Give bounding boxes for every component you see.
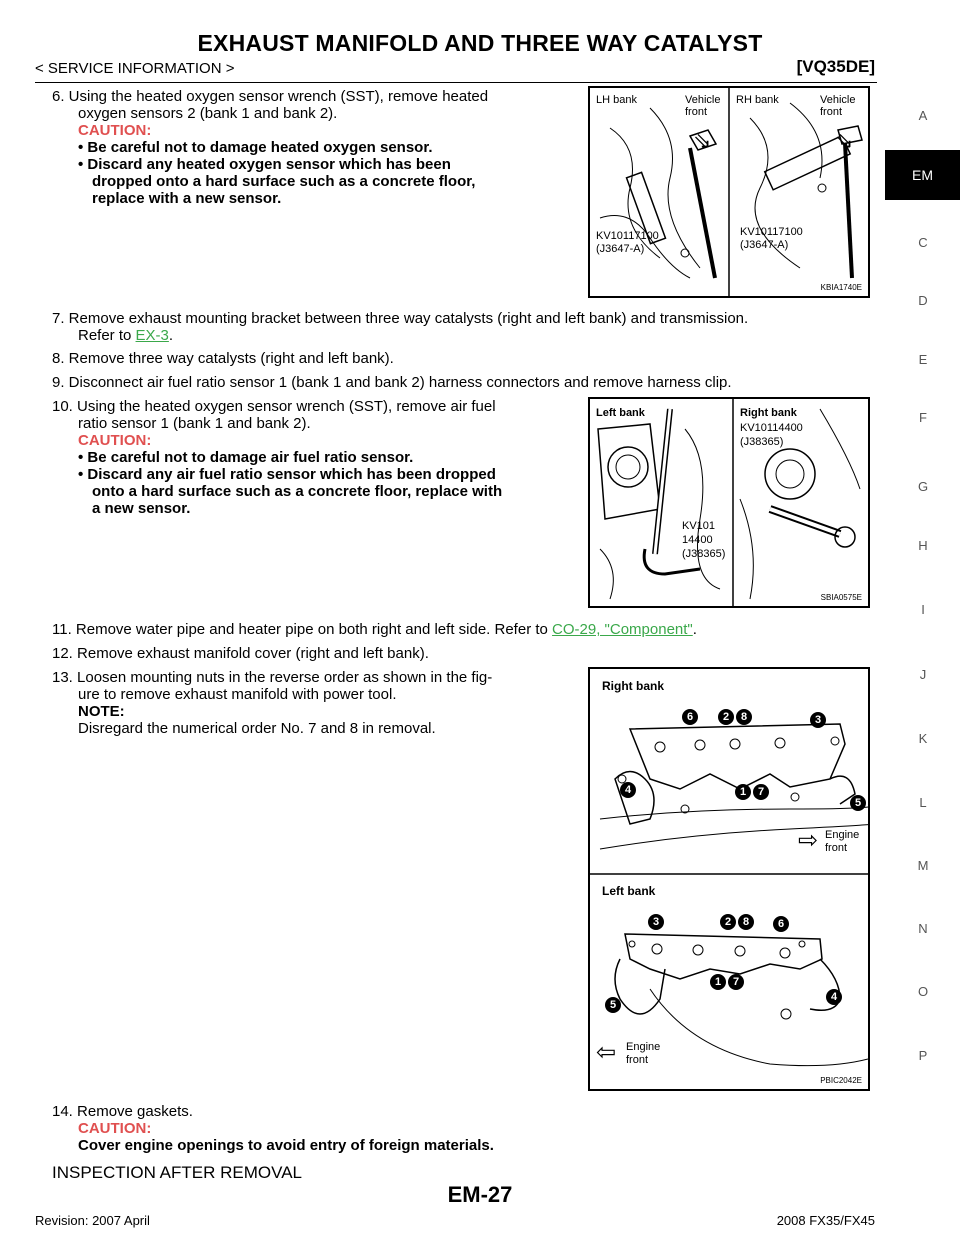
step-6-bullet-2a: • Discard any heated oxygen sensor which has been xyxy=(78,156,451,173)
fig1-tool-left-2: (J3647-A) xyxy=(596,243,645,255)
step-11-text: 11. Remove water pipe and heater pipe on both right and left side. Refer to xyxy=(52,621,553,638)
fig3-right-bank: Right bank xyxy=(602,679,664,693)
link-ex-3[interactable]: EX-3 xyxy=(135,327,169,344)
fig3-lb-nut-2: 2 xyxy=(720,914,736,930)
tab-em[interactable]: EM xyxy=(885,150,960,200)
fig1-tool-left-1: KV10117100 xyxy=(596,230,659,242)
step-11-period: . xyxy=(692,621,697,638)
section-tabs xyxy=(885,95,960,1095)
step-10-bullet-1: • Be careful not to damage air fuel ratio sensor. xyxy=(78,449,414,466)
figure-2-drawing xyxy=(590,399,868,606)
fig2-left-bank: Left bank xyxy=(596,407,645,419)
fig3-lb-nut-7: 7 xyxy=(728,974,744,990)
fig1-tool-right-1: KV10117100 xyxy=(740,226,803,238)
link-co-29-component[interactable]: CO-29, "Component" xyxy=(552,621,693,638)
fig1-rh-bank: RH bank xyxy=(736,94,779,106)
step-6-line1: 6. Using the heated oxygen sensor wrench (SST), remove heated xyxy=(52,88,489,105)
step-10-line2: ratio sensor 1 (bank 1 and bank 2). xyxy=(78,415,311,432)
step-6 xyxy=(52,88,582,207)
fig3-engine-right-l1: Engine xyxy=(825,829,860,841)
step-11 xyxy=(52,621,882,638)
engine-code: [VQ35DE] xyxy=(796,57,875,76)
step-10-caution: CAUTION: xyxy=(78,432,152,449)
tab-g[interactable]: G xyxy=(917,479,929,494)
step-14-line1: 14. Remove gaskets. xyxy=(52,1103,193,1120)
tab-d[interactable]: D xyxy=(918,293,928,308)
page-number: EM-27 xyxy=(447,1182,513,1207)
step-6-caution: CAUTION: xyxy=(78,122,152,139)
tab-i[interactable]: I xyxy=(921,602,925,617)
tab-j[interactable]: J xyxy=(919,667,927,682)
fig3-rb-nut-3: 3 xyxy=(810,712,826,728)
step-9: 9. Disconnect air fuel ratio sensor 1 (bank 1 and bank 2) harness connectors and remove harness clip. xyxy=(52,374,732,391)
step-12: 12. Remove exhaust manifold cover (right and left bank). xyxy=(52,645,429,662)
step-10 xyxy=(52,398,582,517)
tab-m[interactable]: M xyxy=(917,858,929,873)
fig3-engine-right-l2: front xyxy=(825,842,848,854)
fig2-code: SBIA0575E xyxy=(820,593,862,602)
fig1-arrow-right-icon: ⇘ xyxy=(835,128,854,153)
fig1-vehicle-left-l1: Vehicle xyxy=(685,94,721,106)
step-14-caution: CAUTION: xyxy=(78,1120,152,1137)
tab-n[interactable]: N xyxy=(918,921,928,936)
fig3-rb-nut-2: 2 xyxy=(718,709,734,725)
tab-h[interactable]: H xyxy=(918,538,928,553)
figure-sensor-wrench-bank xyxy=(588,86,870,298)
fig3-engine-front-arrow-left-icon: ⇦ xyxy=(596,1039,617,1066)
fig2-tool-left xyxy=(682,519,725,561)
section-inspection-after-removal: INSPECTION AFTER REMOVAL xyxy=(52,1163,303,1182)
tab-a[interactable]: A xyxy=(918,108,928,123)
fig2-tool-right xyxy=(740,421,803,449)
step-6-bullet-2c: replace with a new sensor. xyxy=(92,190,282,207)
fig3-engine-left-l1: Engine xyxy=(626,1041,661,1053)
tab-l[interactable]: L xyxy=(919,795,927,810)
fig1-tool-left xyxy=(596,230,659,256)
footer-model: 2008 FX35/FX45 xyxy=(776,1213,875,1228)
fig3-engine-front-left xyxy=(626,1041,660,1067)
fig3-rb-nut-1: 1 xyxy=(735,784,751,800)
tab-e[interactable]: E xyxy=(918,352,928,367)
step-7 xyxy=(52,310,882,344)
fig1-vehicle-right-l2: front xyxy=(820,106,843,118)
step-14 xyxy=(52,1103,652,1154)
fig3-left-bank: Left bank xyxy=(602,884,656,898)
fig3-lb-nut-1: 1 xyxy=(710,974,726,990)
footer-revision: Revision: 2007 April xyxy=(35,1213,150,1228)
tab-c[interactable]: C xyxy=(918,235,928,250)
fig1-tool-right xyxy=(740,226,803,252)
fig3-rb-nut-4: 4 xyxy=(620,782,636,798)
tab-o[interactable]: O xyxy=(917,984,929,999)
fig3-lb-nut-3: 3 xyxy=(648,914,664,930)
step-6-bullet-1: • Be careful not to damage heated oxygen sensor. xyxy=(78,139,433,156)
fig3-rb-nut-8: 8 xyxy=(736,709,752,725)
step-7-line1: 7. Remove exhaust mounting bracket between three way catalysts (right and left bank) and transmission. xyxy=(52,310,749,327)
step-6-bullet-2b: dropped onto a hard surface such as a concrete floor, xyxy=(92,173,476,190)
step-13-line2: ure to remove exhaust manifold with power tool. xyxy=(78,686,397,703)
fig3-lb-nut-6: 6 xyxy=(773,916,789,932)
fig3-engine-front-arrow-right-icon: ⇨ xyxy=(798,827,819,854)
step-6-line2: oxygen sensors 2 (bank 1 and bank 2). xyxy=(78,105,338,122)
fig3-rb-nut-7: 7 xyxy=(753,784,769,800)
fig3-rb-nut-5: 5 xyxy=(850,795,866,811)
fig3-lb-nut-8: 8 xyxy=(738,914,754,930)
fig2-tool-left-1: KV101 xyxy=(682,520,716,532)
step-14-text: Cover engine openings to avoid entry of foreign materials. xyxy=(78,1137,494,1154)
fig2-right-bank: Right bank xyxy=(740,407,797,419)
step-10-bullet-2b: onto a hard surface such as a concrete floor, replace with xyxy=(92,483,503,500)
fig1-tool-right-2: (J3647-A) xyxy=(740,239,789,251)
tab-p[interactable]: P xyxy=(918,1048,928,1063)
fig1-code: KBIA1740E xyxy=(820,283,862,292)
fig1-vehicle-front-right xyxy=(820,94,855,118)
page-title: EXHAUST MANIFOLD AND THREE WAY CATALYST xyxy=(197,30,763,56)
step-7-refer: Refer to xyxy=(78,327,136,344)
fig2-tool-left-3: (J38365) xyxy=(682,548,726,560)
step-10-bullet-2c: a new sensor. xyxy=(92,500,191,517)
fig2-tool-right-2: (J38365) xyxy=(740,436,784,448)
step-13-line1: 13. Loosen mounting nuts in the reverse order as shown in the fig- xyxy=(52,669,493,686)
figure-3-drawing xyxy=(590,669,868,1089)
tab-k[interactable]: K xyxy=(918,731,928,746)
fig1-lh-bank: LH bank xyxy=(596,94,637,106)
header-rule xyxy=(35,82,877,83)
step-7-line2 xyxy=(52,327,882,344)
fig3-engine-front-right xyxy=(825,829,859,855)
figure-af-sensor-wrench xyxy=(588,397,870,608)
fig3-engine-left-l2: front xyxy=(626,1054,649,1066)
step-10-bullet-2a: • Discard any air fuel ratio sensor which has been dropped xyxy=(78,466,496,483)
fig3-lb-nut-5: 5 xyxy=(605,997,621,1013)
fig3-rb-nut-6: 6 xyxy=(682,709,698,725)
fig3-code: PBIC2042E xyxy=(820,1076,862,1085)
step-10-line1: 10. Using the heated oxygen sensor wrench (SST), remove air fuel xyxy=(52,398,496,415)
step-13-note-text: Disregard the numerical order No. 7 and 8 in removal. xyxy=(78,720,436,737)
fig1-vehicle-right-l1: Vehicle xyxy=(820,94,856,106)
tab-f[interactable]: F xyxy=(919,410,927,425)
fig1-vehicle-left-l2: front xyxy=(685,106,708,118)
fig2-tool-right-1: KV10114400 xyxy=(740,422,803,434)
section-label: < SERVICE INFORMATION > xyxy=(35,60,235,77)
fig2-tool-left-2: 14400 xyxy=(682,534,713,546)
step-7-period: . xyxy=(168,327,174,344)
step-13 xyxy=(52,669,582,737)
figure-manifold-nut-order xyxy=(588,667,870,1091)
step-13-note-label: NOTE: xyxy=(78,703,125,720)
figure-1-drawing xyxy=(590,88,868,296)
fig1-vehicle-front-left xyxy=(685,94,720,118)
fig3-lb-nut-4: 4 xyxy=(826,989,842,1005)
fig1-arrow-left-icon: ⇘ xyxy=(693,128,712,153)
step-8: 8. Remove three way catalysts (right and left bank). xyxy=(52,350,394,367)
